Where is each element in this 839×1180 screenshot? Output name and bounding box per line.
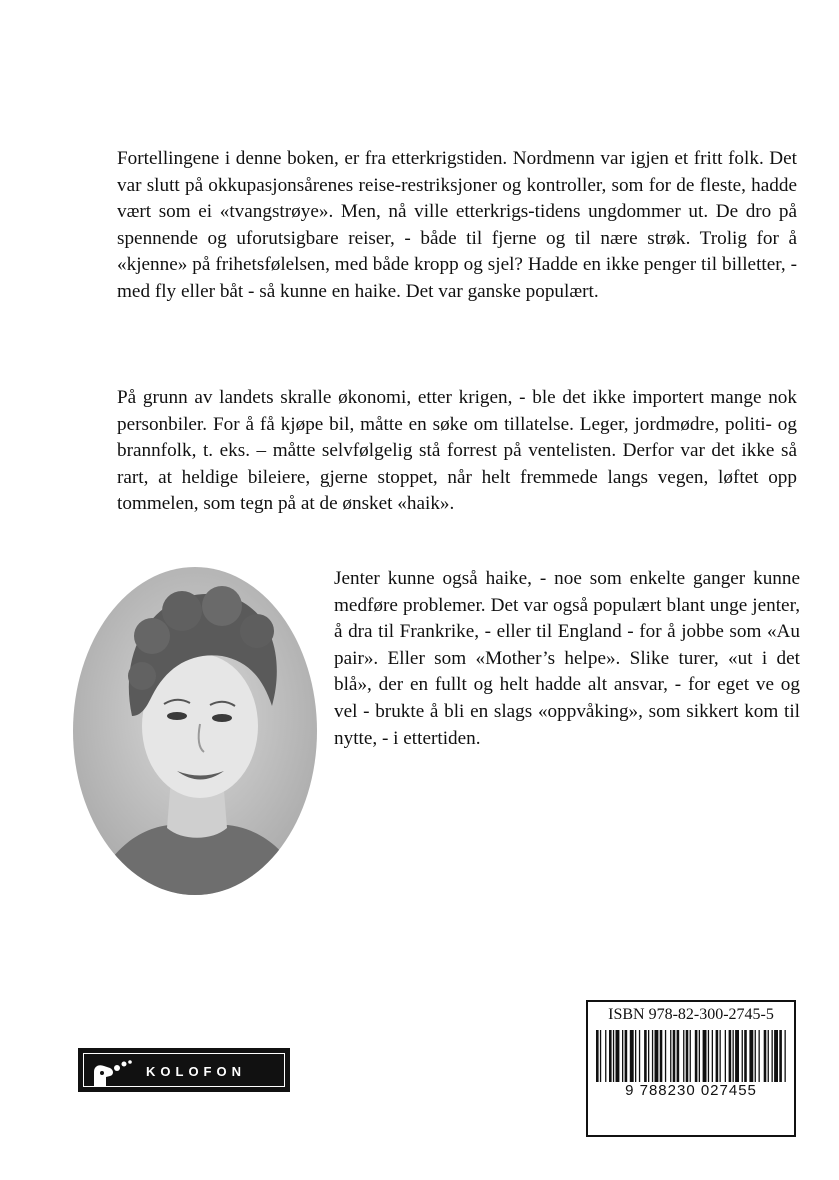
publisher-name: KOLOFON [146, 1064, 246, 1079]
isbn-label: ISBN 978-82-300-2745-5 [608, 1006, 774, 1023]
publisher-logo [78, 1048, 290, 1092]
intro-paragraph: Fortellingene i denne boken, er fra etterkrigstiden. Nordmenn var igjen et fritt folk. Det var slutt på okkupasjonsårenes reise-restriksjoner og kontroller, som for de fleste, hadde vært som ei «tvangstrøye». Men, nå ville etterkrigs-tidens ungdommer ut. De dro på spennende og uforutsigbare reiser, - både til fjerne og til nære strøk. Trolig for å «kjenne» på frihetsfølelsen, med både kropp og sjel? Hadde en ikke penger til billetter, - med fly eller båt - så kunne en haike. Det var ganske populært. [117, 148, 797, 302]
isbn-barcode-box [586, 1000, 796, 1137]
third-paragraph: Jenter kunne også haike, - noe som enkelte ganger kunne medføre problemer. Det var også populært blant unge jenter, å dra til Frankrike, - eller til England - for å jobbe som «Au pair». Eller som «Mother’s helpe». Slike turer, «ut i det blå», der en fullt og helt hadde alt ansvar, - for eget ve og vel - brukte å bli en slags «oppvåking», som sikkert kom til nytte, - i ettertiden. [334, 568, 800, 749]
author-portrait [72, 566, 318, 896]
kolofon-logo-icon [90, 1058, 138, 1088]
isbn-digits: 9 788230 027455 [588, 1082, 794, 1100]
second-paragraph: På grunn av landets skralle økonomi, etter krigen, - ble det ikke importert mange nok personbiler. For å få kjøpe bil, måtte en søke om tillatelse. Leger, jordmødre, politi- og brannfolk, t. eks. – måtte selvfølgelig stå forrest på ventelisten. Derfor var det ikke så rart, at heldige bileiere, gjerne stoppet, når helt fremmede langs vegen, løftet opp tommelen, som tegn på at de ønsket «haik». [117, 387, 797, 515]
